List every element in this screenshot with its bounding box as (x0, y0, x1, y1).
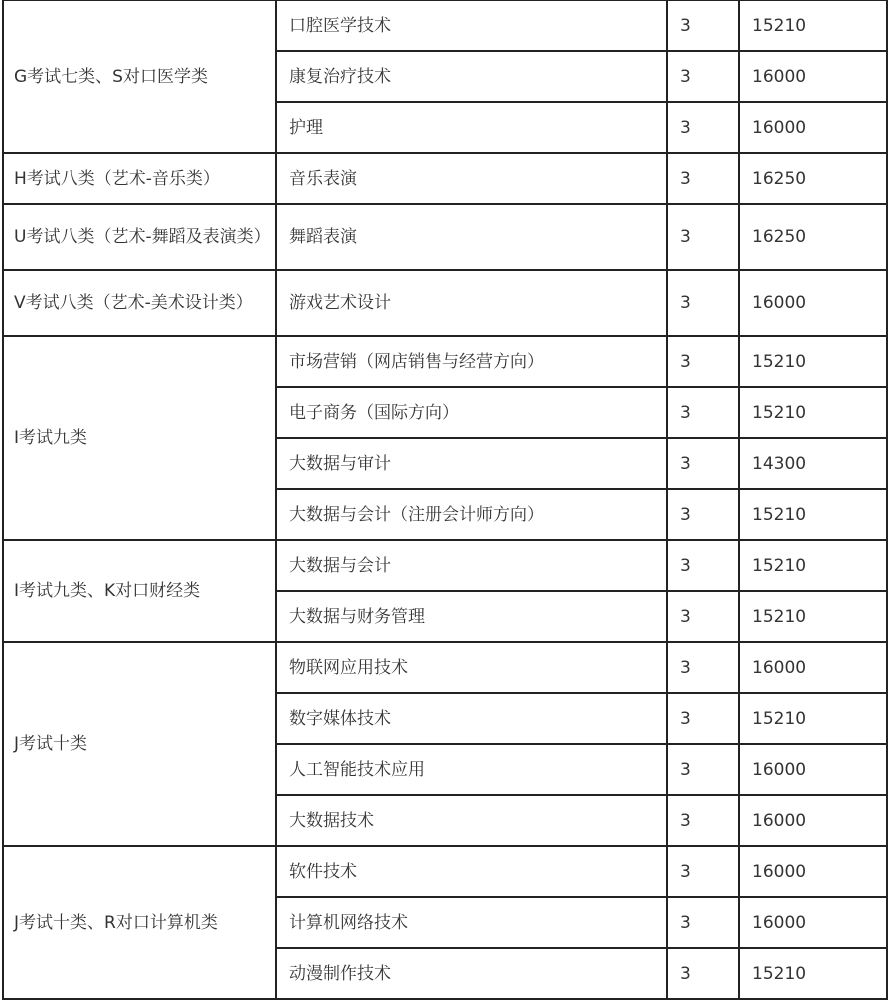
category-cell: I考试九类 (3, 336, 276, 540)
fee-cell: 16000 (739, 51, 887, 102)
years-cell: 3 (667, 591, 739, 642)
fee-cell: 16000 (739, 102, 887, 153)
years-cell: 3 (667, 270, 739, 336)
years-cell: 3 (667, 897, 739, 948)
years-cell: 3 (667, 336, 739, 387)
years-cell: 3 (667, 693, 739, 744)
years-cell: 3 (667, 438, 739, 489)
table-row (3, 846, 887, 897)
fee-cell: 14300 (739, 438, 887, 489)
table-row (3, 153, 887, 204)
fee-cell: 15210 (739, 540, 887, 591)
major-cell: 大数据技术 (276, 795, 667, 846)
years-cell: 3 (667, 744, 739, 795)
table-row (3, 270, 887, 336)
major-cell: 大数据与会计 (276, 540, 667, 591)
years-cell: 3 (667, 0, 739, 51)
category-cell: H考试八类（艺术-音乐类） (3, 153, 276, 204)
years-cell: 3 (667, 153, 739, 204)
major-cell: 游戏艺术设计 (276, 270, 667, 336)
category-cell: J考试十类 (3, 642, 276, 846)
major-cell: 康复治疗技术 (276, 51, 667, 102)
fee-cell: 16250 (739, 204, 887, 270)
years-cell: 3 (667, 489, 739, 540)
fee-cell: 15210 (739, 693, 887, 744)
category-cell: I考试九类、K对口财经类 (3, 540, 276, 642)
years-cell: 3 (667, 540, 739, 591)
major-cell: 电子商务（国际方向） (276, 387, 667, 438)
major-cell: 市场营销（网店销售与经营方向） (276, 336, 667, 387)
major-cell: 音乐表演 (276, 153, 667, 204)
major-cell: 人工智能技术应用 (276, 744, 667, 795)
category-cell: U考试八类（艺术-舞蹈及表演类） (3, 204, 276, 270)
fee-cell: 16000 (739, 846, 887, 897)
fee-cell: 16250 (739, 153, 887, 204)
major-cell: 数字媒体技术 (276, 693, 667, 744)
major-cell: 计算机网络技术 (276, 897, 667, 948)
fee-cell: 15210 (739, 948, 887, 999)
major-cell: 大数据与审计 (276, 438, 667, 489)
table-row (3, 204, 887, 270)
fee-cell: 16000 (739, 795, 887, 846)
major-cell: 大数据与会计（注册会计师方向） (276, 489, 667, 540)
major-cell: 物联网应用技术 (276, 642, 667, 693)
years-cell: 3 (667, 846, 739, 897)
years-cell: 3 (667, 51, 739, 102)
category-cell: J考试十类、R对口计算机类 (3, 846, 276, 999)
fee-cell: 15210 (739, 591, 887, 642)
table-row (3, 336, 887, 387)
years-cell: 3 (667, 948, 739, 999)
fee-cell: 16000 (739, 642, 887, 693)
fee-cell: 16000 (739, 270, 887, 336)
years-cell: 3 (667, 795, 739, 846)
years-cell: 3 (667, 204, 739, 270)
fee-cell: 15210 (739, 0, 887, 51)
table-row (3, 642, 887, 693)
years-cell: 3 (667, 387, 739, 438)
category-cell: V考试八类（艺术-美术设计类） (3, 270, 276, 336)
fee-cell: 15210 (739, 387, 887, 438)
major-fee-table (2, 0, 888, 1000)
table-row (3, 0, 887, 51)
years-cell: 3 (667, 102, 739, 153)
fee-cell: 15210 (739, 336, 887, 387)
major-cell: 软件技术 (276, 846, 667, 897)
years-cell: 3 (667, 642, 739, 693)
category-cell: G考试七类、S对口医学类 (3, 0, 276, 153)
major-cell: 护理 (276, 102, 667, 153)
major-cell: 大数据与财务管理 (276, 591, 667, 642)
fee-cell: 16000 (739, 744, 887, 795)
fee-cell: 15210 (739, 489, 887, 540)
table-row (3, 540, 887, 591)
fee-cell: 16000 (739, 897, 887, 948)
major-cell: 口腔医学技术 (276, 0, 667, 51)
major-cell: 舞蹈表演 (276, 204, 667, 270)
major-cell: 动漫制作技术 (276, 948, 667, 999)
